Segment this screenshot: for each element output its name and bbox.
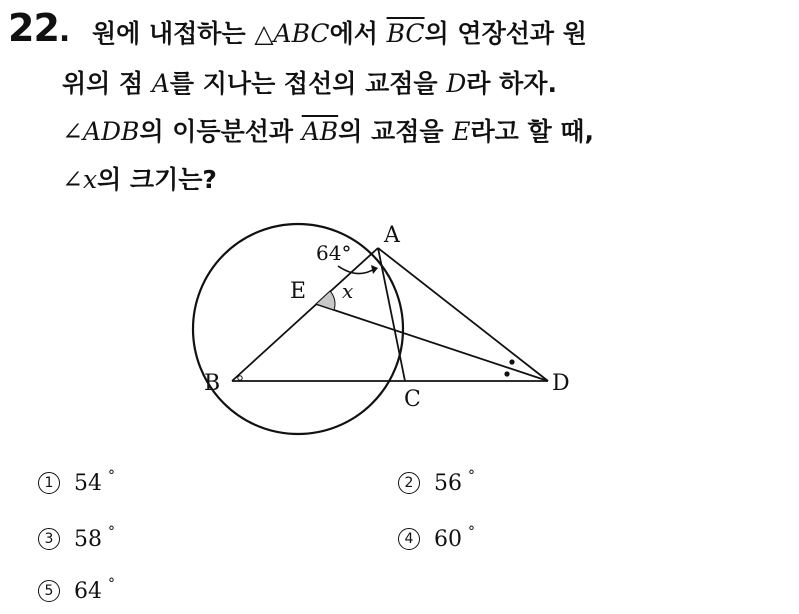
q3-text-3: 라고 할 때, (470, 117, 594, 146)
q2-text-2: 를 지나는 접선의 교점을 (169, 69, 447, 98)
triangle-symbol: △ (254, 19, 274, 48)
angle-x: x (82, 165, 98, 194)
question-line-3 (62, 112, 594, 148)
geometry-figure (190, 218, 590, 440)
q2-text-3: 라 하자. (466, 69, 557, 98)
choice-5-value: 64 (74, 579, 102, 604)
q2-text-1: 위의 점 (62, 69, 152, 98)
question-line-1 (92, 14, 587, 50)
label-e: E (290, 279, 307, 304)
choice-3-marker: 3 (38, 528, 60, 550)
choice-2-unit: ° (468, 468, 475, 484)
q1-text-2: 에서 (329, 19, 387, 48)
point-d: D (446, 69, 467, 98)
choice-4-marker: 4 (398, 528, 420, 550)
label-c: C (404, 387, 421, 412)
choice-1-unit: ° (108, 468, 115, 484)
q1-text-3: 의 연장선과 원 (424, 19, 587, 48)
choice-2[interactable] (398, 468, 475, 496)
question-number (8, 6, 69, 50)
choice-3-value: 58 (74, 527, 102, 552)
choice-5-unit: ° (108, 576, 115, 592)
segment-ab: $\overline{AB}$ (301, 117, 339, 146)
choice-3[interactable] (38, 524, 115, 552)
choice-5-marker: 5 (38, 580, 60, 602)
angle-x-label: x (342, 279, 354, 303)
question-number-value: 22 (8, 6, 59, 50)
choice-2-marker: 2 (398, 472, 420, 494)
q4-text-1: 의 크기는? (97, 165, 217, 194)
question-number-dot: . (58, 14, 70, 49)
angle-adb: ADB (82, 117, 140, 146)
label-a: A (384, 223, 400, 248)
choice-1-marker: 1 (38, 472, 60, 494)
bisector-mark-upper (509, 359, 514, 364)
segment-bc: $\overline{BC}$ (386, 19, 425, 48)
choice-1[interactable] (38, 468, 115, 496)
q3-text-1: 의 이등분선과 (139, 117, 302, 146)
circumcircle (193, 224, 403, 434)
q3-text-2: 의 교점을 (338, 117, 453, 146)
bisector-mark-lower (504, 371, 509, 376)
angle-64-label: 64° (316, 241, 352, 265)
point-a: A (151, 69, 170, 98)
question-line-2 (62, 64, 557, 100)
choice-2-value: 56 (434, 471, 462, 496)
angle-x-wedge (316, 291, 335, 310)
label-d: D (552, 371, 570, 396)
question-line-4 (62, 160, 217, 196)
angle-64-arrowhead (371, 265, 378, 274)
triangle-abc: ABC (273, 19, 330, 48)
choice-4-value: 60 (434, 527, 462, 552)
choice-3-unit: ° (108, 524, 115, 540)
segment-ab-line (232, 248, 378, 381)
label-b: B (204, 371, 221, 396)
choice-4[interactable] (398, 524, 475, 552)
angle-b-mark (238, 376, 242, 380)
angle-symbol-2: ∠ (62, 165, 83, 194)
point-e: E (452, 117, 471, 146)
bisector-ed (316, 304, 548, 381)
tangent-ad (378, 248, 548, 381)
choice-5[interactable] (38, 576, 115, 604)
choice-1-value: 54 (74, 471, 102, 496)
angle-symbol: ∠ (62, 117, 83, 146)
q1-text-1: 원에 내접하는 (92, 19, 255, 48)
choice-4-unit: ° (468, 524, 475, 540)
